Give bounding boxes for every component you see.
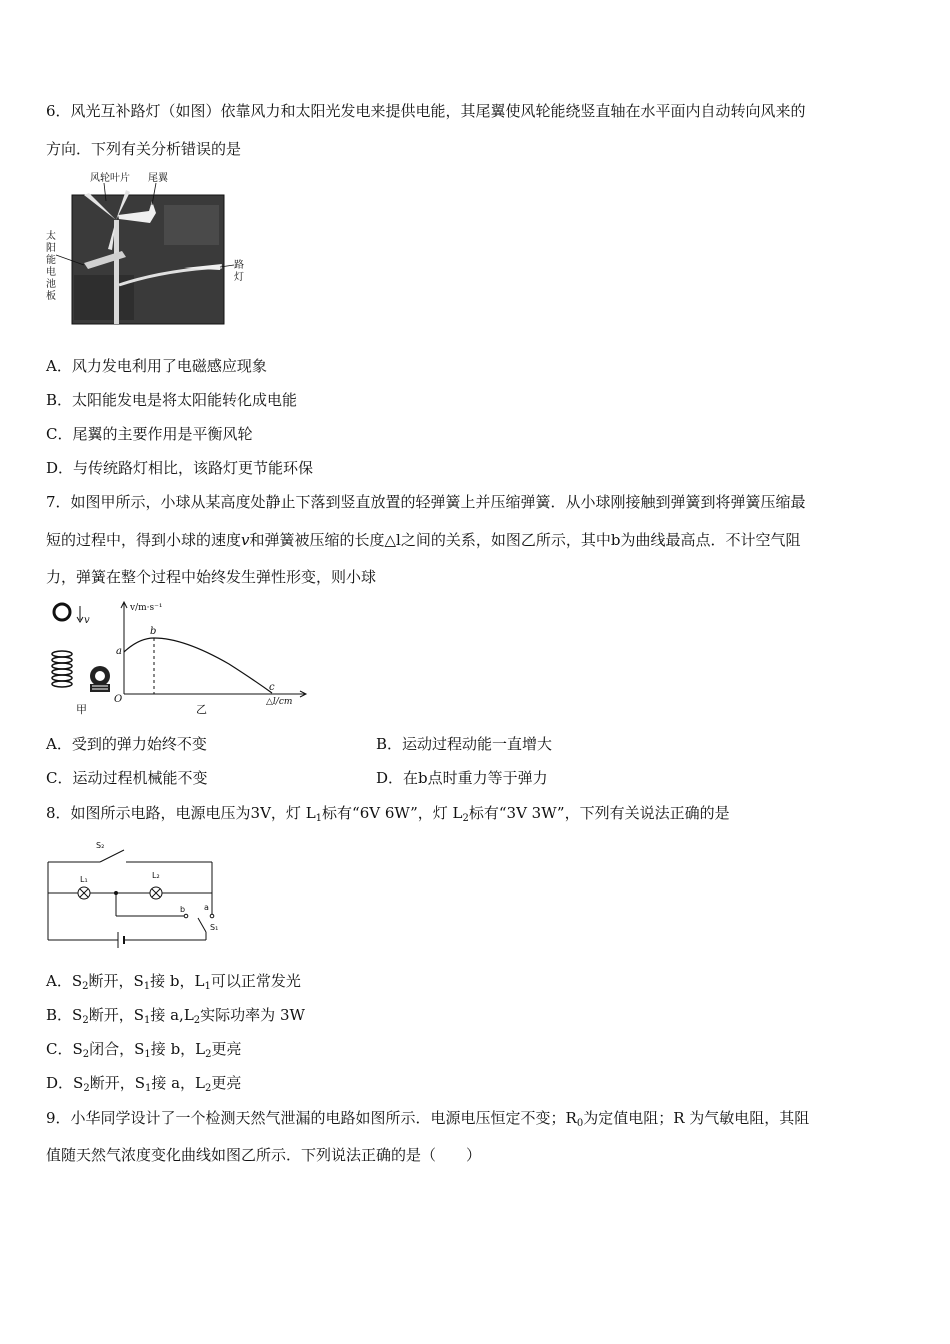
q7-stem-line2: 短的过程中，得到小球的速度v和弹簧被压缩的长度△l之间的关系，如图乙所示，其中b为曲线最高点．不计空气阻: [46, 531, 801, 549]
q9-stem-line2: 值随天然气浓度变化曲线如图乙所示．下列说法正确的是（ ）: [46, 1146, 482, 1164]
q8-option-a[interactable]: A．$S_2$断开，$S_1$接 b，$L_1$可以正常发光: [46, 972, 301, 992]
q6-figure-wind-solar-lamp: [44, 165, 254, 330]
q6-option-c[interactable]: C．尾翼的主要作用是平衡风轮: [46, 425, 253, 443]
q7-option-c[interactable]: C．运动过程机械能不变: [46, 769, 208, 787]
q8-figure-circuit: [40, 836, 240, 956]
label-b: b: [180, 905, 186, 914]
label-blades: 风轮叶片: [90, 173, 130, 184]
y-axis-label: v/m·s⁻¹: [130, 603, 163, 613]
label-solar-3: 电: [46, 267, 56, 278]
label-solar-2: 能: [46, 255, 56, 266]
label-solar-1: 阳: [46, 243, 56, 254]
label-a: a: [204, 903, 209, 912]
q7-stem-line1: 7．如图甲所示，小球从某高度处静止下落到竖直放置的轻弹簧上并压缩弹簧．从小球刚接触到弹簧到将弹簧压缩最: [46, 493, 806, 511]
label-l2: L₂: [152, 871, 160, 880]
label-lamp-1: 灯: [234, 272, 244, 283]
label-lamp-0: 路: [234, 260, 244, 271]
q6-option-d[interactable]: D．与传统路灯相比，该路灯更节能环保: [46, 459, 314, 477]
q6-option-a[interactable]: A．风力发电利用了电磁感应现象: [46, 357, 267, 375]
q7-figure-spring-velocity: [44, 596, 314, 718]
q7-option-d[interactable]: D．在b点时重力等于弹力: [376, 769, 548, 787]
label-solar-4: 池: [46, 279, 56, 290]
q6-stem-line1: 6．风光互补路灯（如图）依靠风力和太阳光发电来提供电能，其尾翼使风轮能绕竖直轴在水平面内自动转向风来的: [46, 102, 806, 120]
point-c-label: c: [269, 682, 275, 693]
q6-stem-line2: 方向．下列有关分析错误的是: [46, 140, 242, 158]
label-jia: 甲: [76, 703, 87, 716]
label-tail: 尾翼: [148, 173, 168, 184]
label-s2: S₂: [96, 841, 105, 850]
x-axis-label: △l/cm: [266, 697, 293, 707]
origin-label: O: [114, 694, 123, 705]
velocity-arrow-label: v: [84, 615, 90, 626]
q9-stem-line1: 9．小华同学设计了一个检测天然气泄漏的电路如图所示．电源电压恒定不变；$R_0$为定值电阻；R 为气敏电阻，其阻: [46, 1109, 810, 1129]
label-yi: 乙: [196, 703, 207, 716]
q7-option-a[interactable]: A．受到的弹力始终不变: [46, 735, 207, 753]
q8-stem: 8．如图所示电路，电源电压为3V，灯 $L_1$标有“6V 6W”，灯 $L_2$标有“3V 3W”，下列有关说法正确的是: [46, 804, 730, 824]
point-a-label: a: [116, 646, 122, 657]
q8-option-d[interactable]: D．$S_2$断开，$S_1$接 a，$L_2$更亮: [46, 1074, 242, 1094]
label-solar-0: 太: [46, 231, 56, 242]
q7-stem-line3: 力，弹簧在整个过程中始终发生弹性形变，则小球: [46, 568, 377, 586]
label-l1: L₁: [80, 875, 88, 884]
label-solar-5: 板: [46, 291, 56, 302]
q6-option-b[interactable]: B．太阳能发电是将太阳能转化成电能: [46, 391, 298, 409]
label-s1: S₁: [210, 923, 219, 932]
q7-option-b[interactable]: B．运动过程动能一直增大: [376, 735, 553, 753]
q8-option-b[interactable]: B．$S_2$断开，$S_1$接 $a,L_2$实际功率为 3W: [46, 1006, 305, 1026]
point-b-label: b: [150, 626, 157, 637]
q8-option-c[interactable]: C．$S_2$闭合，$S_1$接 b，$L_2$更亮: [46, 1040, 242, 1060]
